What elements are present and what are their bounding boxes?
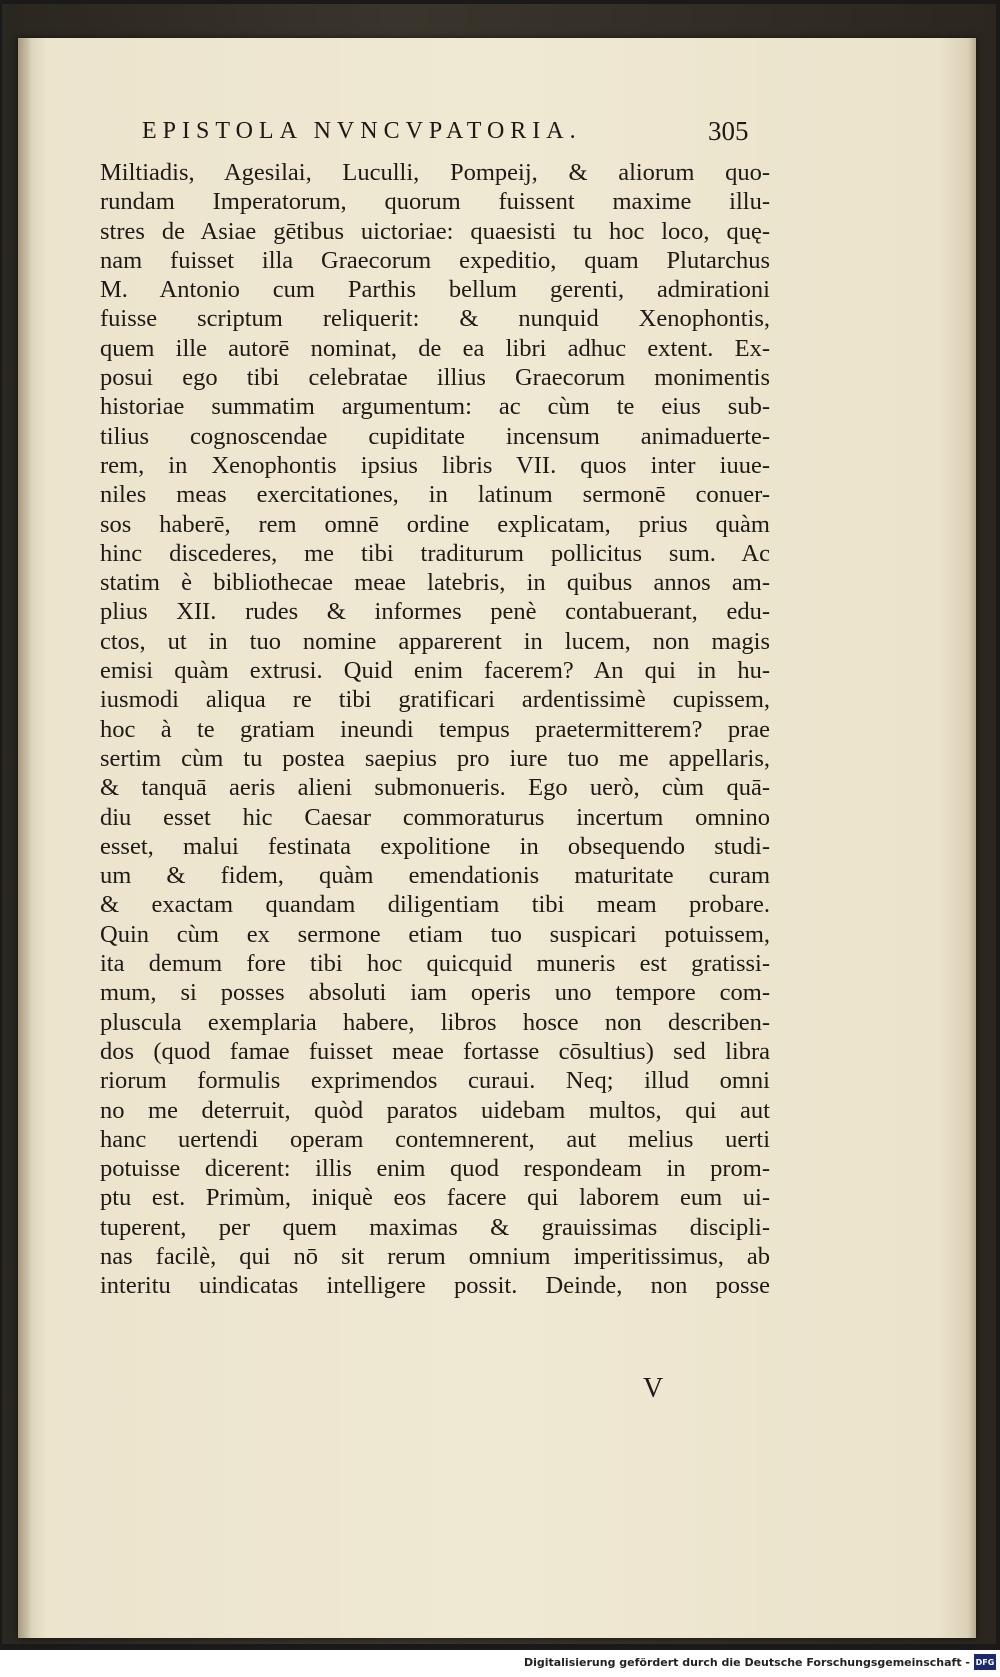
book-board xyxy=(2,4,996,1644)
text-line: emisi quàm extrusi. Quid enim facerem? An qui in hu- xyxy=(100,657,770,685)
text-line: riorum formulis exprimendos curaui. Neq; illud omni xyxy=(100,1067,770,1095)
text-line: ita demum fore tibi hoc quicquid muneris est gratissi- xyxy=(100,950,770,978)
footer-credit: Digitalisierung gefördert durch die Deutsche Forschungsgemeinschaft - xyxy=(523,1656,970,1669)
text-line: hanc uertendi operam contemnerent, aut melius uerti xyxy=(100,1125,770,1153)
text-line: Quin cùm ex sermone etiam tuo suspicari potuissem, xyxy=(100,920,770,948)
text-line: um & fidem, quàm emendationis maturitate curam xyxy=(100,862,770,890)
text-line: potuisse dicerent: illis enim quod respondeam in prom- xyxy=(100,1155,770,1183)
text-line: nas facilè, qui nō sit rerum omnium imperitissimus, ab xyxy=(100,1242,770,1270)
text-line: fuisse scriptum reliquerit: & nunquid Xenophontis, xyxy=(100,305,770,333)
text-line: niles meas exercitationes, in latinum sermonē conuer- xyxy=(100,481,770,509)
body-text xyxy=(100,158,770,1301)
text-line: plius XII. rudes & informes penè contabuerant, edu- xyxy=(100,598,770,626)
text-line: rem, in Xenophontis ipsius libris VII. quos inter iuue- xyxy=(100,451,770,479)
running-head: EPISTOLA NVNCVPATORIA. xyxy=(142,118,582,144)
text-line: statim è bibliothecae meae latebris, in quibus annos am- xyxy=(100,569,770,597)
page-edge-shadow xyxy=(968,38,976,1638)
text-line: & tanquā aeris alieni submonueris. Ego uerò, cùm quā- xyxy=(100,774,770,802)
text-line: pluscula exemplaria habere, libros hosce non describen- xyxy=(100,1008,770,1036)
text-line: mum, si posses absoluti iam operis uno tempore com- xyxy=(100,979,770,1007)
page-gutter-shadow xyxy=(18,38,32,1638)
text-line: tilius cognoscendae cupiditate incensum animaduerte- xyxy=(100,422,770,450)
book-page xyxy=(18,38,976,1638)
text-line: esset, malui festinata expolitione in obsequendo studi- xyxy=(100,832,770,860)
text-line: interitu uindicatas intelligere possit. Deinde, non posse xyxy=(100,1272,770,1300)
text-line: sos haberē, rem omnē ordine explicatam, prius quàm xyxy=(100,510,770,538)
footer-bar xyxy=(0,1650,1000,1677)
text-line: M. Antonio cum Parthis bellum gerenti, admirationi xyxy=(100,276,770,304)
text-line: nam fuisset illa Graecorum expeditio, quam Plutarchus xyxy=(100,246,770,274)
text-line: rundam Imperatorum, quorum fuissent maxime illu- xyxy=(100,188,770,216)
text-line: hoc à te gratiam ineundi tempus praetermitterem? prae xyxy=(100,715,770,743)
text-line: ctos, ut in tuo nomine apparerent in lucem, non magis xyxy=(100,627,770,655)
text-line: iusmodi aliqua re tibi gratificari ardentissimè cupissem, xyxy=(100,686,770,714)
signature-mark: V xyxy=(643,1373,664,1404)
text-line: ptu est. Primùm, iniquè eos facere qui laborem eum ui- xyxy=(100,1184,770,1212)
text-line: diu esset hic Caesar commoraturus incertum omnino xyxy=(100,803,770,831)
text-line: & exactam quandam diligentiam tibi meam probare. xyxy=(100,891,770,919)
dfg-logo-icon: DFG xyxy=(974,1654,996,1670)
text-line: quem ille autorē nominat, de ea libri adhuc extent. Ex- xyxy=(100,334,770,362)
page-number: 305 xyxy=(708,116,749,146)
text-line: Miltiadis, Agesilai, Luculli, Pompeij, & aliorum quo- xyxy=(100,159,770,186)
text-line: historiae summatim argumentum: ac cùm te eius sub- xyxy=(100,393,770,421)
text-line: posui ego tibi celebratae illius Graecorum monimentis xyxy=(100,364,770,392)
text-line: hinc discederes, me tibi traditurum pollicitus sum. Ac xyxy=(100,539,770,567)
text-line: no me deterruit, quòd paratos uidebam multos, qui aut xyxy=(100,1096,770,1124)
text-line: stres de Asiae gētibus uictoriae: quaesisti tu hoc loco, quę- xyxy=(100,217,770,245)
text-line: sertim cùm tu postea saepius pro iure tuo me appellaris, xyxy=(100,744,770,772)
text-line: dos (quod famae fuisset meae fortasse cōsultius) sed libra xyxy=(100,1037,770,1065)
text-line: tuperent, per quem maximas & grauissimas discipli- xyxy=(100,1213,770,1241)
